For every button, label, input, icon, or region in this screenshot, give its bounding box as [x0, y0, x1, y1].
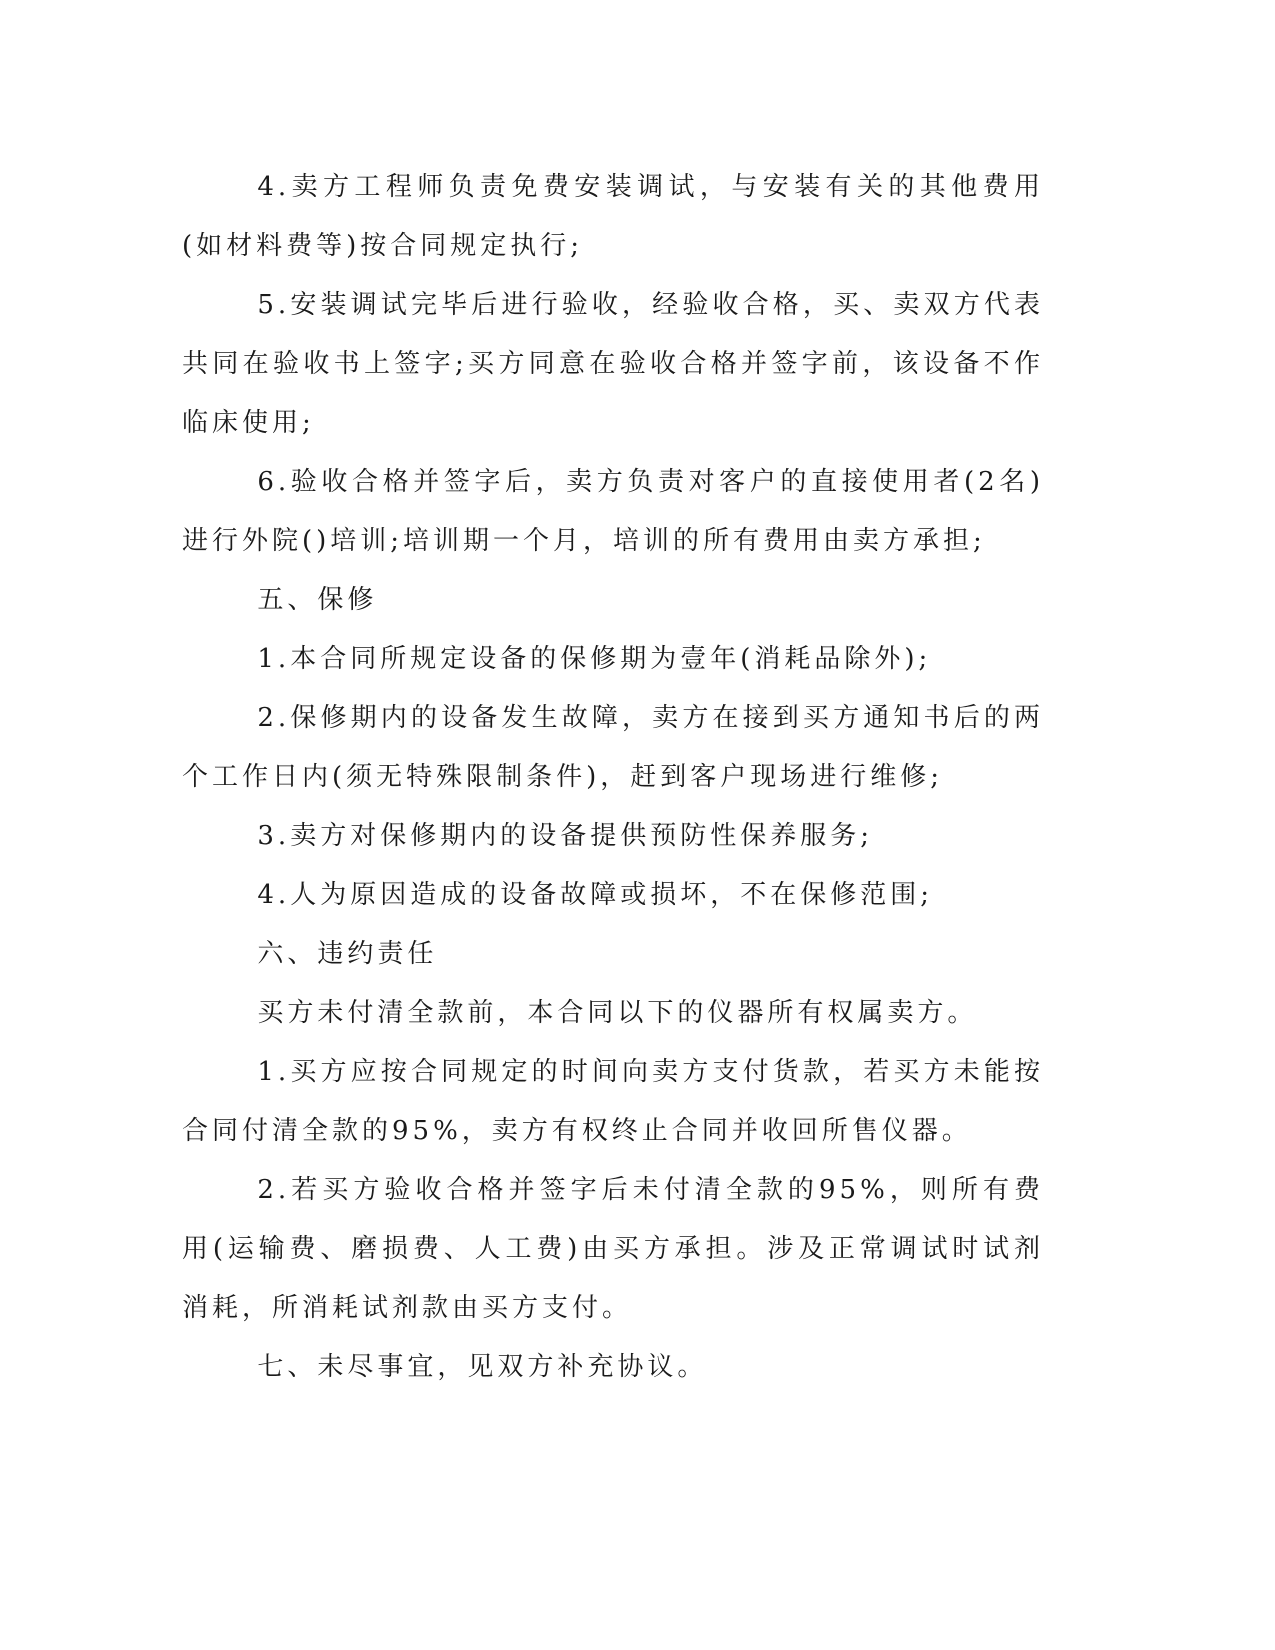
section-heading-supplementary: 七、未尽事宜，见双方补充协议。	[257, 1352, 708, 1382]
paragraph-installation-cost: 4.卖方工程师负责免费安装调试，与安装有关的其他费用(如材料费等)按合同规定执行;	[182, 172, 1044, 261]
paragraph-preventive-maintenance: 3.卖方对保修期内的设备提供预防性保养服务;	[257, 821, 873, 851]
paragraph-ownership: 买方未付清全款前，本合同以下的仪器所有权属卖方。	[257, 998, 978, 1028]
paragraph-warranty-period: 1.本合同所规定设备的保修期为壹年(消耗品除外);	[257, 644, 932, 674]
paragraph-cost-liability: 2.若买方验收合格并签字后未付清全款的95%，则所有费用(运输费、磨损费、人工费)由买方承担。涉及正常调试时试剂消耗，所消耗试剂款由买方支付。	[182, 1175, 1044, 1323]
section-heading-warranty: 五、保修	[257, 585, 378, 615]
document-body	[182, 158, 1044, 1397]
paragraph-payment-default: 1.买方应按合同规定的时间向卖方支付货款，若买方未能按合同付清全款的95%，卖方有权终止合同并收回所售仪器。	[182, 1057, 1044, 1146]
paragraph-acceptance: 5.安装调试完毕后进行验收，经验收合格，买、卖双方代表共同在验收书上签字;买方同意在验收合格并签字前，该设备不作临床使用;	[182, 290, 1044, 438]
section-heading-liability: 六、违约责任	[257, 939, 438, 969]
paragraph-fault-response: 2.保修期内的设备发生故障，卖方在接到买方通知书后的两个工作日内(须无特殊限制条件)，赶到客户现场进行维修;	[182, 703, 1044, 792]
paragraph-training: 6.验收合格并签字后，卖方负责对客户的直接使用者(2名)进行外院()培训;培训期一个月，培训的所有费用由卖方承担;	[182, 467, 1044, 556]
paragraph-warranty-exclusion: 4.人为原因造成的设备故障或损坏，不在保修范围;	[257, 880, 933, 910]
